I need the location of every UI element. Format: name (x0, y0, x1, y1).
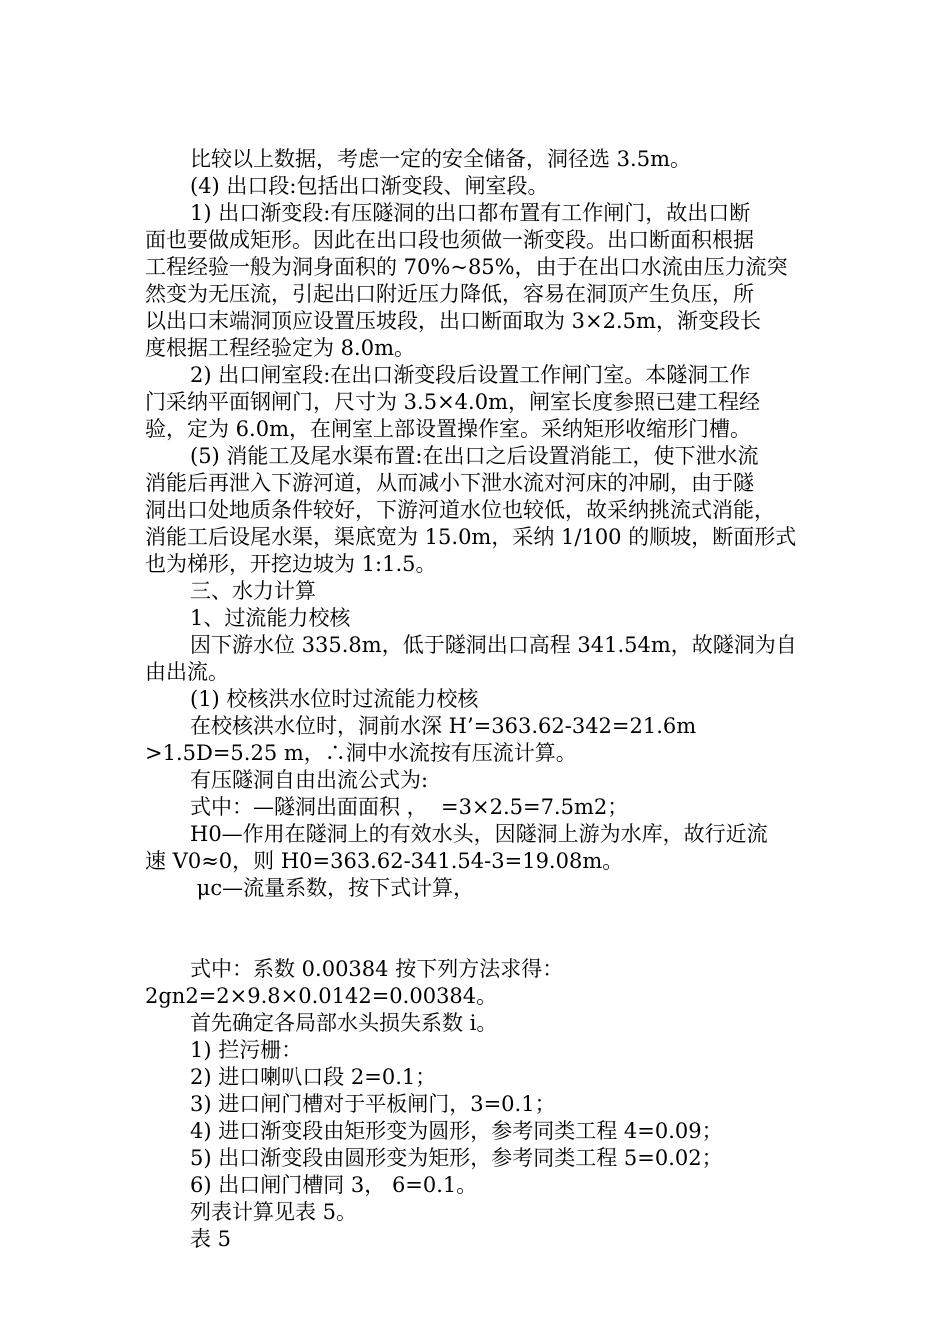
text-line: 在校核洪水位时，洞前水深 H’=363.62-342=21.6m (190, 714, 697, 738)
list-item: 6) 出口闸门槽同 3， 6=0.1。 (190, 1173, 478, 1197)
text-line: 消能工后设尾水渠，渠底宽为 15.0m，采纳 1/100 的顺坡，断面形式 (145, 525, 797, 549)
text-line: (4) 出口段:包括出口渐变段、闸室段。 (190, 174, 549, 198)
text-line: 列表计算见表 5。 (190, 1200, 358, 1224)
text-line: 比较以上数据，考虑一定的安全储备，洞径选 3.5m。 (190, 147, 691, 171)
text-line: 然变为无压流，引起出口附近压力降低，容易在洞顶产生负压，所 (145, 282, 754, 306)
text-line: 速 V0≈0，则 H0=363.62-341.54-3=19.08m。 (145, 849, 624, 873)
text-line: (1) 校核洪水位时过流能力校核 (190, 687, 479, 711)
text-line: 1) 出口渐变段:有压隧洞的出口都布置有工作闸门，故出口断 (190, 201, 751, 225)
text-line: (5) 消能工及尾水渠布置:在出口之后设置消能工，使下泄水流 (190, 444, 759, 468)
text-line: 2) 出口闸室段:在出口渐变段后设置工作闸门室。本隧洞工作 (190, 363, 751, 387)
text-line: 面也要做成矩形。因此在出口段也须做一渐变段。出口断面积根据 (145, 228, 754, 252)
text-line: 有压隧洞自由出流公式为: (190, 768, 429, 792)
section-heading: 三、水力计算 (190, 579, 316, 603)
table-caption: 表 5 (190, 1227, 232, 1251)
text-line: H0—作用在隧洞上的有效水头，因隧洞上游为水库，故行近流 (190, 822, 768, 846)
list-item: 4) 进口渐变段由矩形变为圆形，参考同类工程 4=0.09； (190, 1119, 723, 1143)
text-line: 度根据工程经验定为 8.0m。 (145, 336, 415, 360)
text-line: 工程经验一般为洞身面积的 70%~85%，由于在出口水流由压力流突 (145, 255, 788, 279)
list-item: 1) 拦污栅： (190, 1038, 303, 1062)
text-line: 也为梯形，开挖边坡为 1:1.5。 (145, 552, 437, 576)
text-line: 消能后再泄入下游河道，从而减小下泄水流对河床的冲刷，由于隧 (145, 471, 754, 495)
text-line: 以出口末端洞顶应设置压坡段，出口断面取为 3×2.5m，渐变段长 (145, 309, 761, 333)
text-line: 因下游水位 335.8m，低于隧洞出口高程 341.54m，故隧洞为自 (190, 633, 797, 657)
text-line: 门采纳平面钢闸门，尺寸为 3.5×4.0m，闸室长度参照已建工程经 (145, 390, 760, 414)
text-line: 式中：系数 0.00384 按下列方法求得： (190, 957, 564, 981)
list-item: 5) 出口渐变段由圆形变为矩形，参考同类工程 5=0.02； (190, 1146, 723, 1170)
text-line: μc—流量系数，按下式计算， (190, 876, 475, 900)
text-line: >1.5D=5.25 m，∴洞中水流按有压流计算。 (145, 741, 577, 765)
text-line: 由出流。 (145, 660, 229, 684)
text-line: 2gn2=2×9.8×0.0142=0.00384。 (145, 984, 498, 1008)
text-line: 式中：—隧洞出面面积 ， =3×2.5=7.5m2； (190, 795, 629, 819)
list-item: 3) 进口闸门槽对于平板闸门，3=0.1； (190, 1092, 556, 1116)
text-line: 首先确定各局部水头损失系数 i。 (190, 1011, 498, 1035)
text-line: 洞出口处地质条件较好，下游河道水位也较低，故采纳挑流式消能， (145, 498, 775, 522)
list-item: 2) 进口喇叭口段 2=0.1； (190, 1065, 437, 1089)
subsection-heading: 1、过流能力校核 (190, 606, 351, 630)
text-line: 验，定为 6.0m，在闸室上部设置操作室。采纳矩形收缩形门槽。 (145, 417, 751, 441)
